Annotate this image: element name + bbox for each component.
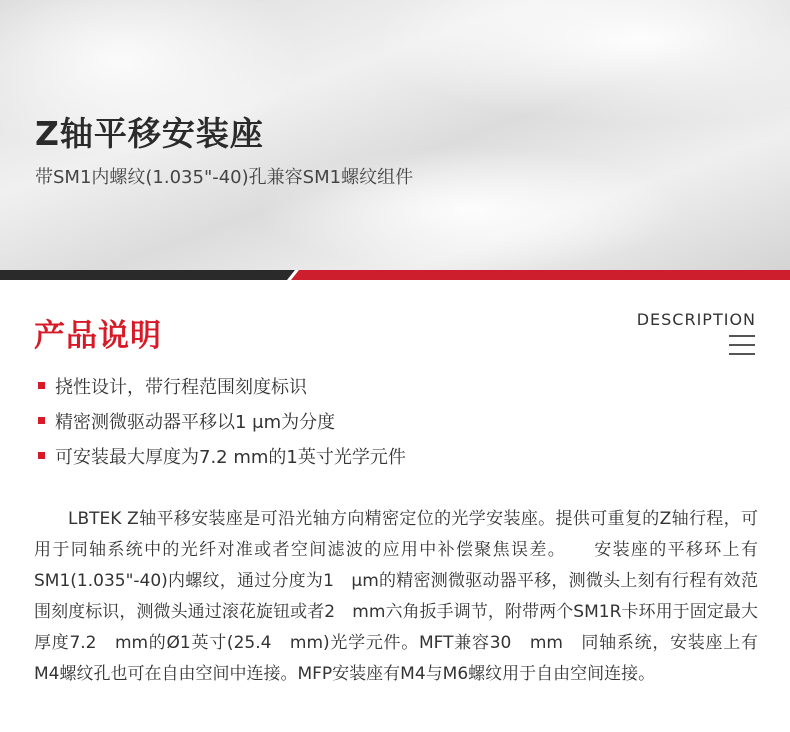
feature-text: 可安装最大厚度为7.2 mm的1英寸光学元件 (55, 446, 406, 468)
section-title: 产品说明 (34, 318, 162, 354)
divider-stripe-red (291, 270, 790, 280)
description-label: DESCRIPTION (636, 310, 756, 329)
description-paragraph: LBTEK Z轴平移安装座是可沿光轴方向精密定位的光学安装座。提供可重复的Z轴行程，可用于同轴系统中的光纤对准或者空间滤波的应用中补偿聚焦误差。 安装座的平移环上有SM1(1.035"-40)内螺纹，通过分度为1 μm的精密测微驱动器平移，测微头上刻有行程有效范围刻度标识，测微头通过滚花旋钮或者2 mm六角扳手调节，附带两个SM1R卡环用于固定最大厚度7.2 mm的Ø1英寸(25.4 mm)光学元件。MFT兼容30 mm 同轴系统，安装座上有M4螺纹孔也可在自由空间中连接。MFP安装座有M4与M6螺纹用于自由空间连接。 (34, 509, 758, 684)
feature-item (38, 403, 406, 438)
product-title: Z轴平移安装座 (35, 114, 264, 153)
hero-banner (0, 0, 790, 270)
bullet-icon (38, 382, 45, 389)
bullet-icon (38, 452, 45, 459)
feature-text: 挠性设计，带行程范围刻度标识 (55, 376, 307, 398)
feature-list (38, 368, 406, 473)
feature-item (38, 368, 406, 403)
divider-stripe-dark (0, 270, 295, 280)
feature-text: 精密测微驱动器平移以1 μm为分度 (55, 411, 336, 433)
feature-item (38, 438, 406, 473)
product-subtitle: 带SM1内螺纹(1.035"-40)孔兼容SM1螺纹组件 (35, 167, 414, 188)
bullet-icon (38, 417, 45, 424)
menu-icon (729, 335, 755, 355)
